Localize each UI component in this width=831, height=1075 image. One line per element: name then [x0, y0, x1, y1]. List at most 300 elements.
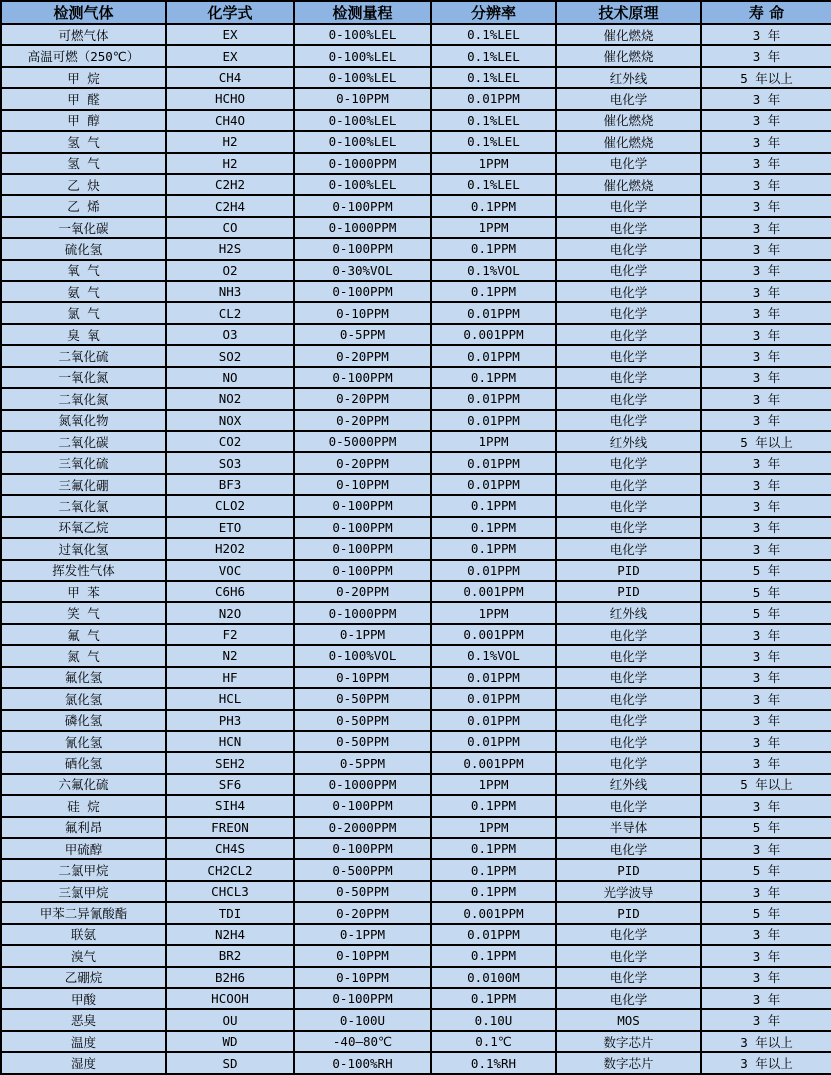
cell-principle: 电化学	[556, 260, 701, 281]
cell-range: 0-100PPM	[294, 495, 431, 516]
cell-gas-name: 硅 烷	[1, 795, 166, 816]
table-row	[1, 752, 831, 773]
cell-resolution: 0.1PPM	[431, 238, 556, 259]
cell-resolution: 0.1PPM	[431, 859, 556, 880]
column-header-formula: 化学式	[166, 1, 294, 24]
cell-resolution: 0.10U	[431, 1009, 556, 1030]
cell-principle: 电化学	[556, 495, 701, 516]
cell-gas-name: 甲 苯	[1, 581, 166, 602]
cell-principle: 数字芯片	[556, 1052, 701, 1074]
table-body	[1, 24, 831, 1074]
cell-resolution: 1PPM	[431, 153, 556, 174]
cell-lifespan: 3 年以上	[701, 1031, 831, 1052]
cell-resolution: 0.01PPM	[431, 88, 556, 109]
cell-lifespan: 3 年	[701, 495, 831, 516]
cell-resolution: 0.1%LEL	[431, 45, 556, 66]
column-header-principle: 技术原理	[556, 1, 701, 24]
cell-lifespan: 3 年	[701, 153, 831, 174]
cell-lifespan: 3 年	[701, 881, 831, 902]
cell-formula: N2O	[166, 602, 294, 623]
cell-formula: SD	[166, 1052, 294, 1074]
table-row	[1, 131, 831, 152]
cell-gas-name: 三氯甲烷	[1, 881, 166, 902]
cell-range: 0-5PPM	[294, 324, 431, 345]
cell-principle: 电化学	[556, 667, 701, 688]
table-row	[1, 967, 831, 988]
table-row	[1, 774, 831, 795]
cell-principle: 电化学	[556, 838, 701, 859]
cell-formula: SEH2	[166, 752, 294, 773]
cell-formula: B2H6	[166, 967, 294, 988]
cell-lifespan: 5 年	[701, 560, 831, 581]
cell-resolution: 0.001PPM	[431, 624, 556, 645]
table-row	[1, 602, 831, 623]
cell-gas-name: 湿度	[1, 1052, 166, 1074]
cell-lifespan: 5 年以上	[701, 67, 831, 88]
table-row	[1, 474, 831, 495]
cell-lifespan: 3 年	[701, 838, 831, 859]
cell-range: 0-10PPM	[294, 667, 431, 688]
cell-lifespan: 3 年	[701, 795, 831, 816]
cell-principle: 电化学	[556, 195, 701, 216]
cell-range: 0-10PPM	[294, 88, 431, 109]
cell-principle: PID	[556, 581, 701, 602]
cell-resolution: 1PPM	[431, 602, 556, 623]
cell-resolution: 0.01PPM	[431, 924, 556, 945]
cell-lifespan: 3 年	[701, 324, 831, 345]
cell-resolution: 0.1PPM	[431, 838, 556, 859]
cell-formula: NO2	[166, 388, 294, 409]
cell-formula: PH3	[166, 710, 294, 731]
cell-gas-name: 恶臭	[1, 1009, 166, 1030]
cell-range: 0-5000PPM	[294, 431, 431, 452]
cell-range: 0-20PPM	[294, 345, 431, 366]
cell-resolution: 0.01PPM	[431, 474, 556, 495]
cell-lifespan: 3 年	[701, 945, 831, 966]
table-row	[1, 924, 831, 945]
cell-principle: 电化学	[556, 281, 701, 302]
table-row	[1, 24, 831, 45]
cell-gas-name: 硒化氢	[1, 752, 166, 773]
cell-lifespan: 3 年	[701, 538, 831, 559]
cell-range: 0-100U	[294, 1009, 431, 1030]
cell-gas-name: 甲酸	[1, 988, 166, 1009]
cell-resolution: 0.01PPM	[431, 667, 556, 688]
cell-formula: BF3	[166, 474, 294, 495]
cell-resolution: 0.1%LEL	[431, 131, 556, 152]
cell-resolution: 0.1PPM	[431, 517, 556, 538]
cell-resolution: 0.1℃	[431, 1031, 556, 1052]
cell-lifespan: 5 年以上	[701, 774, 831, 795]
cell-formula: EX	[166, 24, 294, 45]
cell-principle: 催化燃烧	[556, 174, 701, 195]
table-row	[1, 881, 831, 902]
cell-range: 0-100PPM	[294, 517, 431, 538]
cell-lifespan: 5 年	[701, 859, 831, 880]
cell-formula: NH3	[166, 281, 294, 302]
table-row	[1, 345, 831, 366]
cell-range: 0-100PPM	[294, 367, 431, 388]
cell-formula: C6H6	[166, 581, 294, 602]
cell-lifespan: 3 年	[701, 710, 831, 731]
cell-gas-name: 高温可燃（250℃）	[1, 45, 166, 66]
cell-gas-name: 氮 气	[1, 645, 166, 666]
cell-lifespan: 3 年	[701, 752, 831, 773]
cell-gas-name: 氯 气	[1, 302, 166, 323]
cell-lifespan: 3 年	[701, 131, 831, 152]
cell-formula: C2H2	[166, 174, 294, 195]
cell-resolution: 1PPM	[431, 217, 556, 238]
table-row	[1, 67, 831, 88]
cell-principle: 电化学	[556, 624, 701, 645]
cell-principle: 电化学	[556, 367, 701, 388]
cell-principle: 电化学	[556, 474, 701, 495]
cell-principle: 电化学	[556, 324, 701, 345]
cell-lifespan: 3 年	[701, 388, 831, 409]
cell-range: 0-10PPM	[294, 967, 431, 988]
cell-principle: 红外线	[556, 602, 701, 623]
table-row	[1, 431, 831, 452]
cell-gas-name: 一氧化碳	[1, 217, 166, 238]
table-row	[1, 260, 831, 281]
cell-formula: H2	[166, 131, 294, 152]
cell-resolution: 0.01PPM	[431, 410, 556, 431]
cell-resolution: 0.01PPM	[431, 302, 556, 323]
cell-principle: 红外线	[556, 431, 701, 452]
cell-range: 0-10PPM	[294, 474, 431, 495]
cell-formula: O3	[166, 324, 294, 345]
cell-formula: CH4	[166, 67, 294, 88]
column-header-gas: 检测气体	[1, 1, 166, 24]
table-row	[1, 302, 831, 323]
cell-principle: 电化学	[556, 688, 701, 709]
cell-resolution: 0.1%LEL	[431, 174, 556, 195]
table-row	[1, 367, 831, 388]
cell-principle: PID	[556, 560, 701, 581]
cell-gas-name: 二氧化碳	[1, 431, 166, 452]
table-row	[1, 795, 831, 816]
cell-lifespan: 3 年	[701, 967, 831, 988]
cell-formula: CL2	[166, 302, 294, 323]
cell-principle: 红外线	[556, 67, 701, 88]
cell-principle: 数字芯片	[556, 1031, 701, 1052]
cell-formula: N2	[166, 645, 294, 666]
cell-range: 0-1000PPM	[294, 153, 431, 174]
cell-resolution: 1PPM	[431, 774, 556, 795]
cell-range: 0-100%LEL	[294, 110, 431, 131]
table-row	[1, 988, 831, 1009]
cell-range: 0-50PPM	[294, 881, 431, 902]
cell-principle: 电化学	[556, 302, 701, 323]
cell-gas-name: 环氧乙烷	[1, 517, 166, 538]
cell-formula: CLO2	[166, 495, 294, 516]
cell-gas-name: 乙 烯	[1, 195, 166, 216]
cell-lifespan: 3 年	[701, 302, 831, 323]
cell-resolution: 0.1PPM	[431, 538, 556, 559]
cell-resolution: 0.1PPM	[431, 795, 556, 816]
cell-formula: CH4S	[166, 838, 294, 859]
cell-range: 0-100%LEL	[294, 174, 431, 195]
cell-range: 0-5PPM	[294, 752, 431, 773]
table-row	[1, 281, 831, 302]
cell-lifespan: 3 年	[701, 988, 831, 1009]
cell-formula: CO	[166, 217, 294, 238]
cell-resolution: 0.01PPM	[431, 452, 556, 473]
cell-formula: SIH4	[166, 795, 294, 816]
header-row	[1, 1, 831, 24]
cell-principle: 电化学	[556, 924, 701, 945]
cell-range: 0-100PPM	[294, 281, 431, 302]
table-row	[1, 859, 831, 880]
cell-range: 0-50PPM	[294, 688, 431, 709]
cell-lifespan: 3 年	[701, 452, 831, 473]
cell-gas-name: 甲硫醇	[1, 838, 166, 859]
table-row	[1, 538, 831, 559]
cell-resolution: 0.1PPM	[431, 195, 556, 216]
cell-formula: ETO	[166, 517, 294, 538]
cell-principle: 电化学	[556, 538, 701, 559]
cell-resolution: 0.1%LEL	[431, 67, 556, 88]
cell-gas-name: 甲 醇	[1, 110, 166, 131]
table-row	[1, 560, 831, 581]
cell-range: 0-100%LEL	[294, 24, 431, 45]
cell-gas-name: 氮氧化物	[1, 410, 166, 431]
table-row	[1, 174, 831, 195]
cell-gas-name: 磷化氢	[1, 710, 166, 731]
column-header-lifespan: 寿 命	[701, 1, 831, 24]
cell-formula: F2	[166, 624, 294, 645]
cell-formula: EX	[166, 45, 294, 66]
table-row	[1, 945, 831, 966]
table-row	[1, 1009, 831, 1030]
cell-formula: BR2	[166, 945, 294, 966]
table-row	[1, 817, 831, 838]
cell-formula: CH4O	[166, 110, 294, 131]
cell-gas-name: 笑 气	[1, 602, 166, 623]
cell-lifespan: 3 年	[701, 195, 831, 216]
table-row	[1, 645, 831, 666]
cell-gas-name: 氰化氢	[1, 731, 166, 752]
cell-principle: 红外线	[556, 774, 701, 795]
cell-gas-name: 乙 炔	[1, 174, 166, 195]
cell-formula: H2S	[166, 238, 294, 259]
table-row	[1, 110, 831, 131]
cell-gas-name: 二氧化氯	[1, 495, 166, 516]
cell-principle: 催化燃烧	[556, 45, 701, 66]
cell-lifespan: 5 年	[701, 602, 831, 623]
cell-lifespan: 3 年	[701, 174, 831, 195]
cell-lifespan: 3 年	[701, 517, 831, 538]
cell-resolution: 0.1%VOL	[431, 260, 556, 281]
cell-formula: C2H4	[166, 195, 294, 216]
cell-gas-name: 甲苯二异氰酸酯	[1, 902, 166, 923]
cell-gas-name: 二氧化硫	[1, 345, 166, 366]
cell-formula: SO2	[166, 345, 294, 366]
cell-lifespan: 3 年	[701, 624, 831, 645]
cell-lifespan: 3 年	[701, 345, 831, 366]
cell-resolution: 0.1%RH	[431, 1052, 556, 1074]
cell-principle: 电化学	[556, 217, 701, 238]
cell-formula: TDI	[166, 902, 294, 923]
table-header	[1, 1, 831, 24]
table-row	[1, 452, 831, 473]
cell-principle: 电化学	[556, 710, 701, 731]
cell-range: 0-100PPM	[294, 238, 431, 259]
cell-gas-name: 三氧化硫	[1, 452, 166, 473]
cell-resolution: 0.001PPM	[431, 324, 556, 345]
cell-gas-name: 氟化氢	[1, 667, 166, 688]
cell-range: 0-50PPM	[294, 731, 431, 752]
table-row	[1, 238, 831, 259]
cell-formula: HF	[166, 667, 294, 688]
cell-principle: 电化学	[556, 645, 701, 666]
cell-principle: 电化学	[556, 731, 701, 752]
cell-lifespan: 5 年以上	[701, 431, 831, 452]
cell-lifespan: 3 年以上	[701, 1052, 831, 1074]
cell-lifespan: 3 年	[701, 1009, 831, 1030]
cell-gas-name: 挥发性气体	[1, 560, 166, 581]
table-row	[1, 217, 831, 238]
cell-principle: 电化学	[556, 410, 701, 431]
cell-principle: PID	[556, 902, 701, 923]
cell-formula: SO3	[166, 452, 294, 473]
table-row	[1, 581, 831, 602]
cell-range: 0-10PPM	[294, 945, 431, 966]
cell-formula: H2O2	[166, 538, 294, 559]
table-row	[1, 710, 831, 731]
cell-principle: 电化学	[556, 988, 701, 1009]
cell-range: -40—80℃	[294, 1031, 431, 1052]
cell-range: 0-100%LEL	[294, 45, 431, 66]
cell-gas-name: 溴气	[1, 945, 166, 966]
cell-range: 0-100%RH	[294, 1052, 431, 1074]
cell-resolution: 0.1PPM	[431, 495, 556, 516]
cell-lifespan: 3 年	[701, 24, 831, 45]
cell-range: 0-2000PPM	[294, 817, 431, 838]
cell-range: 0-20PPM	[294, 410, 431, 431]
table-row	[1, 1031, 831, 1052]
table-row	[1, 517, 831, 538]
table-row	[1, 688, 831, 709]
cell-lifespan: 3 年	[701, 238, 831, 259]
cell-principle: 光学波导	[556, 881, 701, 902]
cell-resolution: 0.01PPM	[431, 710, 556, 731]
cell-formula: HCN	[166, 731, 294, 752]
cell-range: 0-1PPM	[294, 624, 431, 645]
cell-lifespan: 3 年	[701, 410, 831, 431]
cell-resolution: 0.0100M	[431, 967, 556, 988]
cell-principle: 催化燃烧	[556, 131, 701, 152]
table-row	[1, 45, 831, 66]
cell-principle: MOS	[556, 1009, 701, 1030]
cell-resolution: 0.1PPM	[431, 988, 556, 1009]
cell-formula: OU	[166, 1009, 294, 1030]
cell-formula: HCHO	[166, 88, 294, 109]
cell-lifespan: 5 年	[701, 902, 831, 923]
cell-resolution: 0.001PPM	[431, 902, 556, 923]
cell-gas-name: 可燃气体	[1, 24, 166, 45]
cell-range: 0-1000PPM	[294, 774, 431, 795]
cell-principle: 电化学	[556, 153, 701, 174]
cell-lifespan: 3 年	[701, 688, 831, 709]
cell-formula: VOC	[166, 560, 294, 581]
table-row	[1, 624, 831, 645]
cell-formula: SF6	[166, 774, 294, 795]
table-row	[1, 902, 831, 923]
cell-resolution: 0.1%VOL	[431, 645, 556, 666]
cell-formula: H2	[166, 153, 294, 174]
cell-range: 0-500PPM	[294, 859, 431, 880]
cell-range: 0-100%LEL	[294, 131, 431, 152]
cell-gas-name: 氯化氢	[1, 688, 166, 709]
table-row	[1, 153, 831, 174]
cell-resolution: 0.01PPM	[431, 560, 556, 581]
cell-gas-name: 六氟化硫	[1, 774, 166, 795]
cell-principle: 催化燃烧	[556, 110, 701, 131]
cell-principle: 电化学	[556, 945, 701, 966]
cell-principle: 半导体	[556, 817, 701, 838]
cell-range: 0-100%VOL	[294, 645, 431, 666]
cell-gas-name: 氟利昂	[1, 817, 166, 838]
cell-formula: HCL	[166, 688, 294, 709]
cell-principle: 电化学	[556, 452, 701, 473]
cell-lifespan: 3 年	[701, 924, 831, 945]
cell-gas-name: 二氧化氮	[1, 388, 166, 409]
cell-lifespan: 5 年	[701, 817, 831, 838]
cell-lifespan: 3 年	[701, 88, 831, 109]
table-row	[1, 324, 831, 345]
cell-formula: CO2	[166, 431, 294, 452]
cell-range: 0-1000PPM	[294, 602, 431, 623]
table-row	[1, 495, 831, 516]
cell-range: 0-100PPM	[294, 195, 431, 216]
cell-formula: HCOOH	[166, 988, 294, 1009]
cell-gas-name: 氟 气	[1, 624, 166, 645]
cell-resolution: 1PPM	[431, 431, 556, 452]
cell-gas-name: 二氯甲烷	[1, 859, 166, 880]
cell-gas-name: 甲 烷	[1, 67, 166, 88]
cell-resolution: 0.001PPM	[431, 581, 556, 602]
cell-range: 0-100PPM	[294, 560, 431, 581]
column-header-range: 检测量程	[294, 1, 431, 24]
cell-range: 0-10PPM	[294, 302, 431, 323]
cell-gas-name: 硫化氢	[1, 238, 166, 259]
cell-gas-name: 过氧化氢	[1, 538, 166, 559]
cell-range: 0-100PPM	[294, 795, 431, 816]
cell-resolution: 0.01PPM	[431, 688, 556, 709]
cell-gas-name: 温度	[1, 1031, 166, 1052]
cell-gas-name: 联氨	[1, 924, 166, 945]
table-row	[1, 195, 831, 216]
cell-gas-name: 臭 氧	[1, 324, 166, 345]
cell-resolution: 1PPM	[431, 817, 556, 838]
cell-lifespan: 3 年	[701, 645, 831, 666]
cell-resolution: 0.1PPM	[431, 367, 556, 388]
cell-range: 0-20PPM	[294, 902, 431, 923]
cell-resolution: 0.1%LEL	[431, 24, 556, 45]
cell-gas-name: 氨 气	[1, 281, 166, 302]
column-header-resolution: 分辨率	[431, 1, 556, 24]
cell-range: 0-100PPM	[294, 988, 431, 1009]
cell-range: 0-100%LEL	[294, 67, 431, 88]
cell-lifespan: 3 年	[701, 260, 831, 281]
cell-principle: 电化学	[556, 88, 701, 109]
cell-gas-name: 乙硼烷	[1, 967, 166, 988]
cell-lifespan: 3 年	[701, 217, 831, 238]
cell-range: 0-1000PPM	[294, 217, 431, 238]
cell-lifespan: 5 年	[701, 581, 831, 602]
cell-gas-name: 一氧化氮	[1, 367, 166, 388]
